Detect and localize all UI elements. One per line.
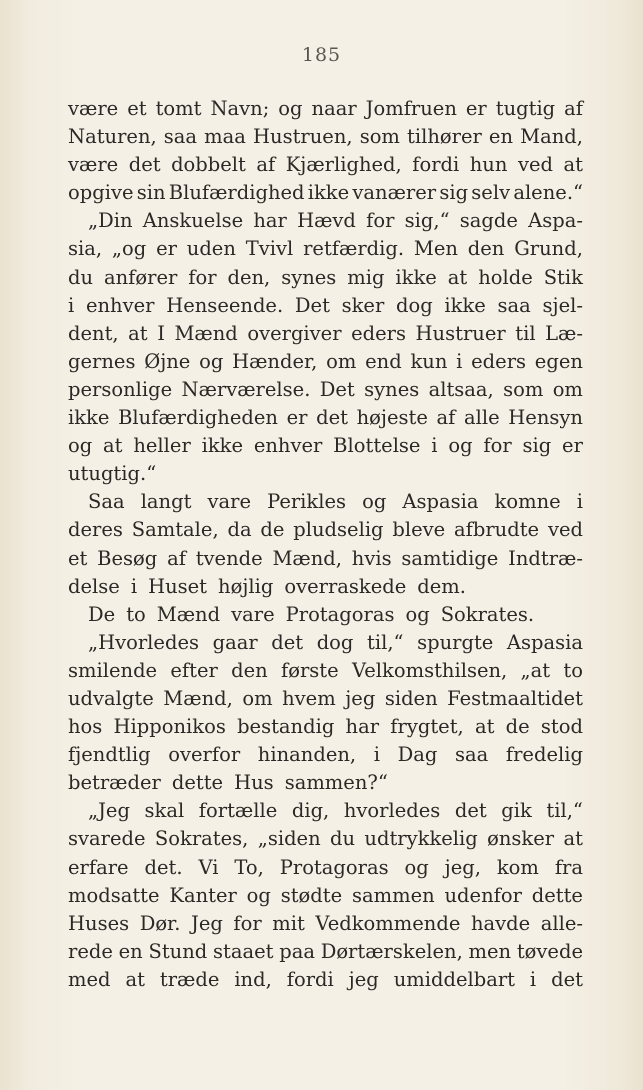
word: Mænd, — [163, 686, 233, 710]
word: sagde — [459, 209, 518, 233]
word: du — [330, 827, 356, 851]
body-text — [68, 95, 583, 994]
word: hos — [68, 715, 103, 739]
word: Vedkommende — [315, 911, 461, 935]
word: Henseende. — [166, 293, 284, 317]
word: være — [68, 153, 119, 177]
word: Velkomsthilsen, — [351, 658, 508, 682]
word: sjel- — [542, 293, 583, 317]
word: om — [326, 349, 357, 373]
word: bleve — [392, 518, 446, 542]
word: svarede — [68, 827, 146, 851]
word: vare — [207, 490, 252, 514]
word: „at — [520, 658, 551, 682]
word: maa — [204, 125, 246, 149]
word: umiddelbart — [393, 967, 515, 991]
text-line — [68, 797, 583, 825]
word: end — [365, 349, 402, 373]
word: Hustruer — [415, 321, 506, 345]
text-line — [68, 573, 583, 601]
word: Mand, — [520, 125, 583, 149]
word: Aspasia — [402, 490, 479, 514]
word: være — [68, 97, 119, 120]
text-line — [68, 348, 583, 376]
word: Mænd — [156, 602, 221, 626]
word: sin — [136, 181, 166, 205]
text-line — [68, 629, 583, 657]
word: dig, — [291, 799, 330, 823]
word: „og — [111, 237, 147, 261]
word: i — [130, 574, 138, 598]
word: sker — [341, 293, 385, 317]
word: Aspa- — [528, 209, 583, 233]
word: hvem — [282, 686, 336, 710]
text-line — [68, 320, 583, 348]
word: eders — [351, 321, 406, 345]
word: og — [199, 349, 224, 373]
word: Blottelse — [333, 434, 421, 458]
word: tøvede — [516, 939, 583, 963]
word: overraskede — [284, 574, 407, 598]
word: den, — [227, 265, 271, 289]
word: og — [405, 602, 430, 626]
word: „Jeg — [88, 799, 130, 823]
word: om — [552, 377, 583, 401]
word: fortælle — [198, 799, 278, 823]
word: Jomfruen — [365, 97, 457, 120]
word: en — [118, 939, 143, 963]
word: Hænder, — [232, 349, 318, 373]
word: to — [126, 602, 146, 626]
word: kun — [410, 349, 448, 373]
word: Blufærdighed — [168, 181, 305, 205]
word: i — [68, 293, 75, 317]
word: et — [68, 546, 88, 570]
word: at — [474, 715, 495, 739]
word: har — [345, 715, 380, 739]
word: jeg — [345, 686, 376, 710]
word: To, — [234, 855, 264, 879]
word: for — [366, 209, 395, 233]
word: altsaa, — [428, 377, 494, 401]
word: naar — [311, 97, 357, 120]
word: ønsker — [487, 827, 555, 851]
word: Sokrates. — [440, 602, 535, 626]
word: Huses — [68, 911, 130, 935]
word: spurgte — [417, 630, 494, 654]
word: rede — [68, 939, 113, 963]
word: uden — [186, 237, 236, 261]
word: hun — [469, 153, 508, 177]
word: siden — [384, 686, 438, 710]
text-line — [68, 938, 583, 966]
word: deres — [68, 518, 123, 542]
word: Stund — [148, 939, 208, 963]
word: det. — [144, 855, 183, 879]
text-line — [68, 376, 583, 404]
word: det — [271, 630, 304, 654]
text-line — [68, 769, 583, 797]
page-number: 185 — [301, 44, 342, 66]
word: Dørtærskelen, — [320, 939, 463, 963]
word: i — [576, 490, 583, 514]
word: et — [127, 97, 147, 120]
text-line — [68, 545, 583, 573]
word: Hensyn — [508, 406, 583, 430]
word: hinanden, — [257, 743, 357, 767]
word: Besøg — [97, 546, 158, 570]
word: overfor — [168, 743, 241, 767]
word: Læ- — [545, 321, 583, 345]
word: opgive — [68, 181, 134, 205]
word: sammen?“ — [284, 771, 388, 795]
word: vanærer — [352, 181, 437, 205]
text-line — [68, 460, 583, 488]
word: Anskuelse — [142, 209, 244, 233]
word: tvende — [195, 546, 263, 570]
word: synes — [281, 265, 337, 289]
text-line — [68, 95, 583, 123]
word: om — [242, 686, 273, 710]
word: det — [551, 967, 583, 991]
word: gaar — [212, 630, 258, 654]
word: som — [359, 125, 400, 149]
word: Hævd — [297, 209, 356, 233]
word: sammen — [351, 883, 435, 907]
word: Det — [319, 377, 355, 401]
word: har — [253, 209, 287, 233]
word: „Hvorledes — [88, 630, 199, 654]
word: Navn; — [210, 97, 270, 120]
word: fordi — [286, 967, 334, 991]
word: Saa — [88, 490, 125, 514]
word: frygtet, — [390, 715, 464, 739]
word: og — [362, 490, 387, 514]
word: fjendtlig — [68, 743, 151, 767]
word: jeg, — [444, 855, 481, 879]
word: i — [456, 349, 463, 373]
word: skal — [144, 799, 185, 823]
word: Men — [413, 237, 458, 261]
word: Aspasia — [506, 630, 583, 654]
word: paa — [279, 939, 315, 963]
word: Mænd, — [272, 546, 342, 570]
word: af — [167, 546, 186, 570]
word: af — [256, 153, 276, 177]
word: stod — [540, 715, 583, 739]
word: højeste — [356, 406, 428, 430]
word: fredelig — [505, 743, 583, 767]
text-line — [68, 432, 583, 460]
word: De — [88, 602, 116, 626]
text-line — [68, 854, 583, 882]
word: bestandig — [237, 715, 335, 739]
word: smilende — [68, 658, 158, 682]
text-line — [68, 910, 583, 938]
text-line — [68, 741, 583, 769]
word: at — [563, 153, 583, 177]
word: Hipponikos — [113, 715, 226, 739]
word: afbrudte — [454, 518, 540, 542]
word: Protagoras — [285, 602, 395, 626]
word: Perikles — [267, 490, 347, 514]
word: enhver — [253, 434, 323, 458]
word: ikke — [201, 434, 243, 458]
word: Øjne — [144, 349, 191, 373]
word: og — [246, 883, 271, 907]
word: jeg — [348, 967, 379, 991]
word: de — [260, 518, 285, 542]
word: hvorledes — [343, 799, 441, 823]
text-line — [68, 235, 583, 263]
word: du — [68, 265, 94, 289]
word: de — [505, 715, 530, 739]
word: Dag — [397, 743, 438, 767]
word: udtrykkelig — [364, 827, 478, 851]
word: Huset — [148, 574, 208, 598]
word: overgiver — [247, 321, 342, 345]
word: staaet — [213, 939, 274, 963]
word: højlig — [218, 574, 274, 598]
word: Jeg — [191, 911, 223, 935]
word: Kanter — [169, 883, 237, 907]
word: træde — [159, 967, 220, 991]
word: sig,“ — [404, 209, 450, 233]
text-line — [68, 601, 583, 629]
word: saa — [455, 743, 489, 767]
word: saa — [497, 293, 531, 317]
word: af — [436, 406, 456, 430]
text-line — [68, 516, 583, 544]
word: tilhører — [407, 125, 482, 149]
word: i — [529, 967, 537, 991]
word: at — [447, 265, 468, 289]
word: ved — [547, 518, 583, 542]
word: tomt — [155, 97, 202, 120]
word: vare — [231, 602, 275, 626]
word: gernes — [68, 349, 136, 373]
word: sia, — [68, 237, 103, 261]
word: synes — [364, 377, 420, 401]
word: dette — [171, 771, 224, 795]
word: det — [454, 799, 487, 823]
word: alle- — [540, 911, 583, 935]
word: at — [125, 967, 145, 991]
word: dobbelt — [171, 153, 246, 177]
word: i — [431, 434, 438, 458]
word: alene.“ — [513, 181, 583, 205]
word: gik — [501, 799, 532, 823]
word: Blufærdigheden — [118, 406, 278, 430]
text-line — [68, 657, 583, 685]
word: Tvivl — [245, 237, 294, 261]
word: sig — [439, 181, 469, 205]
text-line — [68, 207, 583, 235]
word: pludselig — [293, 518, 384, 542]
word: en — [488, 125, 514, 149]
word: sig — [522, 434, 552, 458]
word: dem. — [417, 574, 466, 598]
word: at — [128, 321, 148, 345]
word: holde — [478, 265, 533, 289]
word: erfare — [68, 855, 129, 879]
word: med — [68, 967, 111, 991]
word: men — [468, 939, 512, 963]
text-line — [68, 151, 583, 179]
text-line — [68, 264, 583, 292]
word: Festmaaltidet — [447, 686, 583, 710]
text-line — [68, 825, 583, 853]
word: dent, — [68, 321, 119, 345]
word: I — [157, 321, 165, 345]
word: for — [188, 265, 217, 289]
word: er — [562, 434, 583, 458]
word: Hustruen, — [253, 125, 353, 149]
word: at — [103, 434, 123, 458]
text-line — [68, 404, 583, 432]
text-line — [68, 488, 583, 516]
word: det — [128, 153, 161, 177]
word: Indtræ- — [508, 546, 583, 570]
word: er — [465, 97, 487, 120]
word: dog — [316, 630, 354, 654]
word: Naturen, — [68, 125, 157, 149]
word: Mænd — [174, 321, 238, 345]
word: ind, — [234, 967, 272, 991]
word: modsatte — [68, 883, 160, 907]
word: til — [515, 321, 536, 345]
word: første — [281, 658, 339, 682]
word: Protagoras — [279, 855, 389, 879]
word: delse — [68, 574, 120, 598]
word: Grund, — [514, 237, 583, 261]
word: anfører — [103, 265, 178, 289]
word: og — [278, 97, 303, 120]
word: retfærdig. — [303, 237, 405, 261]
word: den — [467, 237, 505, 261]
word: Dør. — [139, 911, 181, 935]
word: eders — [471, 349, 527, 373]
word: ikke — [307, 181, 350, 205]
word: „Din — [88, 209, 133, 233]
word: Sokrates, — [154, 827, 249, 851]
word: for — [483, 434, 512, 458]
word: og — [68, 434, 93, 458]
word: Hus — [234, 771, 274, 795]
word: havde — [470, 911, 531, 935]
word: Samtale, — [131, 518, 219, 542]
word: betræder — [68, 771, 161, 795]
word: udvalgte — [68, 686, 154, 710]
word: Nærværelse. — [181, 377, 311, 401]
word: fordi — [412, 153, 460, 177]
word: mit — [272, 911, 305, 935]
word: som — [503, 377, 544, 401]
text-line — [68, 966, 583, 994]
word: og — [448, 434, 473, 458]
word: af — [564, 97, 583, 120]
word: ikke — [68, 406, 110, 430]
word: alle — [464, 406, 500, 430]
word: i — [373, 743, 380, 767]
word: fra — [554, 855, 583, 879]
word: er — [286, 406, 308, 430]
word: da — [227, 518, 252, 542]
word: dette — [531, 883, 583, 907]
word: to — [563, 658, 583, 682]
word: er — [156, 237, 177, 261]
word: selv — [471, 181, 511, 205]
word: mig — [347, 265, 385, 289]
word: dog — [396, 293, 433, 317]
text-line — [68, 685, 583, 713]
word: og — [404, 855, 429, 879]
text-line — [68, 123, 583, 151]
word: for — [233, 911, 262, 935]
text-line — [68, 713, 583, 741]
word: samtidige — [401, 546, 499, 570]
word: ikke — [444, 293, 486, 317]
word: enhver — [85, 293, 155, 317]
word: langt — [140, 490, 192, 514]
text-line — [68, 882, 583, 910]
text-line — [68, 292, 583, 320]
text-line — [68, 179, 583, 207]
word: egen — [534, 349, 583, 373]
word: heller — [133, 434, 191, 458]
word: Vi — [198, 855, 219, 879]
word: udenfor — [444, 883, 522, 907]
word: Kjærlighed, — [285, 153, 402, 177]
word: hvis — [351, 546, 392, 570]
word: „siden — [257, 827, 321, 851]
word: tugtig — [495, 97, 556, 120]
word: kom — [496, 855, 539, 879]
word: til,“ — [367, 630, 404, 654]
word: ved — [517, 153, 553, 177]
word: personlige — [68, 377, 173, 401]
word: efter — [170, 658, 218, 682]
word: stødte — [280, 883, 343, 907]
word: til,“ — [546, 799, 583, 823]
word: at — [563, 827, 583, 851]
word: Det — [294, 293, 330, 317]
word: ikke — [395, 265, 437, 289]
word: komne — [494, 490, 561, 514]
word: utugtig.“ — [68, 462, 157, 486]
word: saa — [163, 125, 198, 149]
word: det — [316, 406, 348, 430]
word: Stik — [543, 265, 583, 289]
word: den — [231, 658, 268, 682]
